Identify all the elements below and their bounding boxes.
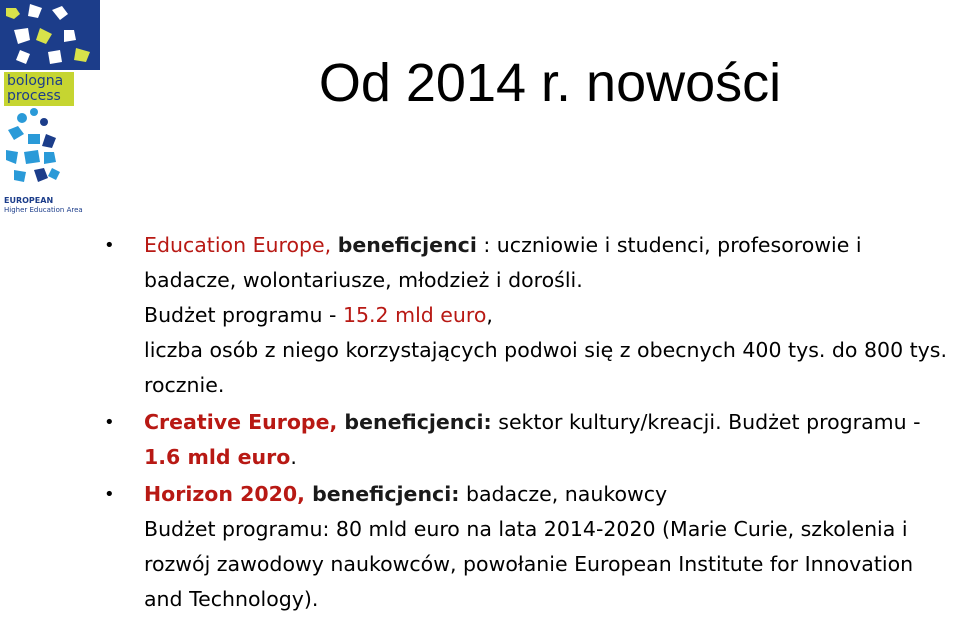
budget-value: 15.2 mld euro [342,303,487,327]
logo-line-european: EUROPEAN [4,196,54,205]
bologna-process-wordmark [4,72,74,106]
bullet-list [104,228,956,617]
bullet-dot-icon: • [104,235,115,256]
bologna-process-logo [0,0,112,226]
budget-label: Budżet programu - [144,303,343,327]
bullet-education-europe [104,228,956,403]
logo-line-process: process [7,88,61,104]
budget-details-text: Budżet programu: 80 mld euro na lata 2014-2020 (Marie Curie, szkolenia i rozwój zawodowy naukowców, powołanie European Institute for Innovation and Technology). [144,517,914,611]
bullet-dot-icon: • [104,484,115,505]
bullet-dot-icon: • [104,412,115,433]
beneficiaries-label: beneficjenci: [304,482,460,506]
beneficiaries-text: : uczniowie i studenci, profesorowie i badacze, wolontariusze, młodzież i dorośli. [144,233,862,292]
program-name: Horizon 2020, [144,482,305,506]
beneficiaries-label: beneficjenci: [337,410,492,434]
bullet-horizon-2020 [104,477,956,617]
budget-suffix: . [290,445,297,469]
budget-suffix: , [486,303,493,327]
bullet-creative-europe [104,405,956,475]
slide-title: Od 2014 r. nowości [318,53,782,113]
program-name: Education Europe, [144,233,332,257]
participants-text: liczba osób z niego korzystających podwoi się z obecnych 400 tys. do 800 tys. rocznie. [144,338,948,397]
logo-line-bologna: bologna [7,73,64,89]
ehea-wordmark [4,196,104,215]
program-name: Creative Europe, [144,410,338,434]
beneficiaries-text: badacze, naukowcy [459,482,668,506]
logo-line-hea: Higher Education Area [4,206,83,214]
beneficiaries-label: beneficjenci [337,233,477,257]
budget-value: 1.6 mld euro [144,445,291,469]
beneficiaries-text: sektor kultury/kreacji. Budżet programu - [491,410,921,434]
puzzle-pieces-icon [0,0,112,226]
